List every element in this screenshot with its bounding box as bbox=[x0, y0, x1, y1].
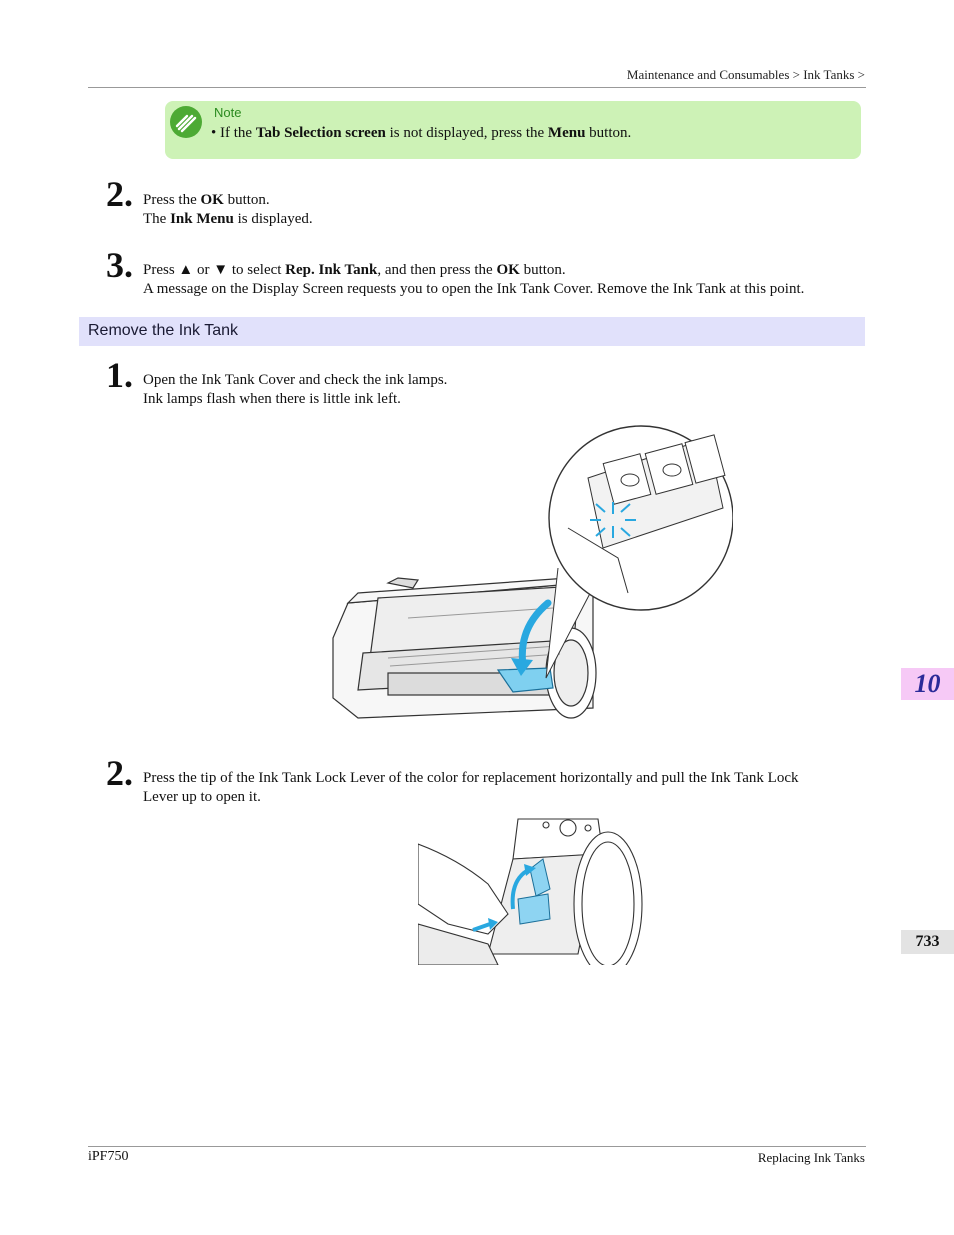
chapter-tab[interactable]: 10 bbox=[901, 668, 954, 700]
step-text bbox=[143, 261, 804, 299]
step-text bbox=[143, 769, 798, 807]
step-line: The Ink Menu is displayed. bbox=[143, 211, 313, 227]
note-text-3: button. bbox=[585, 125, 632, 141]
step-line: A message on the Display Screen requests you to open the Ink Tank Cover. Remove the Ink Tank at this point. bbox=[143, 281, 805, 297]
step-line: Press ▲ or ▼ to select Rep. Ink Tank, and then press the OK button. bbox=[143, 262, 566, 278]
breadcrumb: Maintenance and Consumables > Ink Tanks > bbox=[626, 67, 865, 82]
lock-lever-svg bbox=[418, 814, 645, 965]
step-number: 3. bbox=[106, 245, 133, 285]
printer-ink-cover-illustration bbox=[328, 418, 733, 730]
note-label: Note bbox=[214, 105, 242, 120]
pencil-icon bbox=[170, 106, 202, 138]
footer-rule bbox=[88, 1146, 866, 1147]
step-line: Open the Ink Tank Cover and check the ink lamps. bbox=[143, 372, 448, 388]
note-bullet: • bbox=[211, 125, 217, 141]
step-line: Press the OK button. bbox=[143, 192, 270, 208]
step-text bbox=[143, 191, 313, 229]
note-text bbox=[211, 125, 631, 142]
step-line: Ink lamps flash when there is little ink left. bbox=[143, 391, 401, 407]
page-number-tab: 733 bbox=[901, 930, 954, 954]
step-number: 2. bbox=[106, 174, 133, 214]
header-rule bbox=[88, 87, 866, 88]
lock-lever-illustration bbox=[418, 814, 645, 965]
printer-illustration-svg bbox=[328, 418, 733, 730]
step-text bbox=[143, 371, 447, 409]
step-number: 2. bbox=[106, 753, 133, 793]
step-line: Press the tip of the Ink Tank Lock Lever of the color for replacement horizontally and pull the Ink Tank Lock bbox=[143, 770, 799, 786]
note-text-1: If the bbox=[220, 125, 256, 141]
tab-selection-screen-term: Tab Selection screen bbox=[255, 125, 386, 141]
note-box bbox=[165, 101, 861, 159]
note-text-2: is not displayed, press the bbox=[385, 125, 548, 141]
section-header bbox=[79, 317, 865, 346]
menu-button-term: Menu bbox=[547, 125, 586, 141]
footer-section-title: Replacing Ink Tanks bbox=[757, 1150, 865, 1165]
section-title: Remove the Ink Tank bbox=[88, 322, 239, 339]
footer-model: iPF750 bbox=[88, 1149, 129, 1164]
step-line: Lever up to open it. bbox=[143, 789, 261, 805]
step-number: 1. bbox=[106, 355, 133, 395]
